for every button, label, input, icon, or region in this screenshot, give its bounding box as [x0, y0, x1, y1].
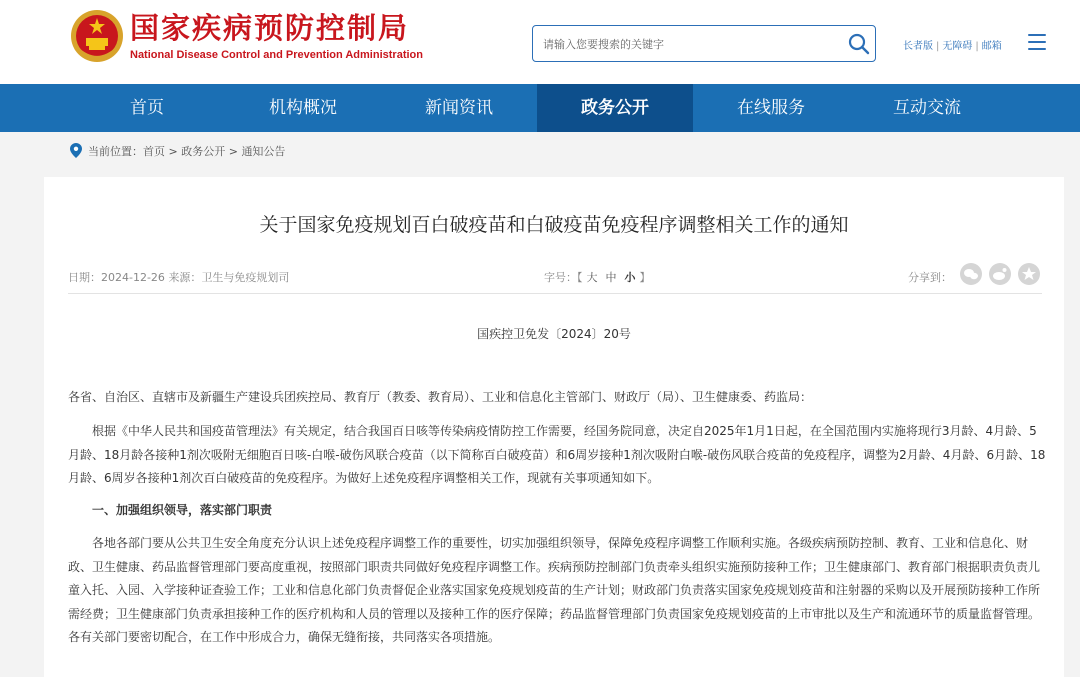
national-emblem-icon[interactable]: [70, 8, 124, 66]
section-body: 各地各部门要从公共卫生安全角度充分认识上述免疫程序调整工作的重要性，切实加强组织领导，保障免疫程序调整工作顺利实施。各级疾病预防控制、教育、工业和信息化、财政、卫生健康、药品监督管理部门要高度重视，按照部门职责共同做好免疫程序调整工作。疾病预防控制部门负责牵头组织实施预防接种工作；卫生健康部门、教育部门根据职责负责儿童入托、入园、入学接种证查验工作；工业和信息化部门负责督促企业落实国家免疫规划疫苗的生产计划；财政部门负责落实国家免疫规划疫苗和注射器的采购以及开展预防接种工作所需经费；卫生健康部门负责承担接种工作的医疗机构和人员的管理以及接种工作的医疗保障；药品监督管理部门负责国家免疫规划疫苗的上市审批以及生产和流通环节的质量监督管理。各有关部门要密切配合，在工作中形成合力，确保无缝衔接，共同落实各项措施。: [68, 536, 1041, 644]
breadcrumb-notices[interactable]: 通知公告: [241, 145, 286, 158]
breadcrumb: 当前位置：首页 > 政务公开 > 通知公告: [70, 143, 285, 159]
site-title[interactable]: 国家疾病预防控制局: [130, 11, 410, 45]
article-salutation: 各省、自治区、直辖市及新疆生产建设兵团疾控局、教育厅（教委、教育局）、工业和信息化主管部门、财政厅（局）、卫生健康委、药监局：: [68, 390, 813, 404]
nav-gov-affairs[interactable]: 政务公开: [537, 84, 693, 132]
article-intro: 根据《中华人民共和国疫苗管理法》有关规定，结合我国百日咳等传染病疫情防控工作需要，经国务院同意，决定自2025年1月1日起，在全国范围内实施将现行3月龄、4月龄、5月龄、18月龄各接种1剂次吸附无细胞百日咳-白喉-破伤风联合疫苗（以下简称百白破疫苗）和6周岁接种1剂次吸附白喉-破伤风联合疫苗的免疫程序，调整为2月龄、4月龄、6月龄、18月龄、6周岁各接种1剂次百白破疫苗的免疫程序。为做好上述免疫程序调整相关工作，现就有关事项通知如下。: [68, 424, 1046, 485]
main-nav: [0, 84, 1080, 132]
accessibility-link[interactable]: 无障碍: [942, 41, 973, 52]
breadcrumb-gov-affairs[interactable]: 政务公开: [181, 145, 226, 158]
nav-online-services[interactable]: 在线服务: [737, 98, 805, 118]
nav-home[interactable]: 首页: [130, 98, 164, 118]
meta-divider: [68, 293, 1042, 294]
site-header: [0, 0, 1080, 84]
mailbox-link[interactable]: 邮箱: [981, 41, 1002, 52]
font-size-small[interactable]: 小: [624, 271, 636, 284]
article-meta: 日期：2024-12-26 来源：卫生与免疫规划司: [68, 271, 290, 284]
font-size-large[interactable]: 大: [586, 271, 598, 284]
search-input[interactable]: [543, 34, 833, 54]
document-number: 国疾控卫免发〔2024〕20号: [477, 327, 631, 341]
search-box: [532, 25, 876, 62]
section-heading: 一、加强组织领导，落实部门职责: [92, 503, 273, 517]
hamburger-menu-icon[interactable]: [1028, 34, 1046, 50]
nav-interaction[interactable]: 互动交流: [893, 98, 961, 118]
favorite-share-icon[interactable]: [1018, 263, 1040, 285]
site-subtitle: National Disease Control and Prevention Administration: [130, 49, 423, 61]
font-size-control: 字号：【 大 中 小 】: [544, 271, 651, 284]
location-pin-icon: [70, 143, 82, 158]
share-label: 分享到：: [908, 271, 952, 284]
search-icon[interactable]: [845, 30, 873, 58]
top-links: 长者版 | 无障碍 | 邮箱: [903, 41, 1002, 52]
nav-news[interactable]: 新闻资讯: [425, 98, 493, 118]
wechat-share-icon[interactable]: [960, 263, 982, 285]
weibo-share-icon[interactable]: [989, 263, 1011, 285]
breadcrumb-prefix: 当前位置：: [88, 145, 143, 158]
breadcrumb-home[interactable]: 首页: [143, 145, 165, 158]
article-date: 2024-12-26: [101, 271, 165, 284]
article-title: 关于国家免疫规划百白破疫苗和白破疫苗免疫程序调整相关工作的通知: [259, 214, 849, 236]
elder-mode-link[interactable]: 长者版: [903, 41, 933, 52]
nav-about[interactable]: 机构概况: [269, 98, 337, 118]
article-card: [44, 177, 1064, 677]
article-source: 卫生与免疫规划司: [201, 271, 290, 284]
font-size-medium[interactable]: 中: [605, 271, 617, 284]
